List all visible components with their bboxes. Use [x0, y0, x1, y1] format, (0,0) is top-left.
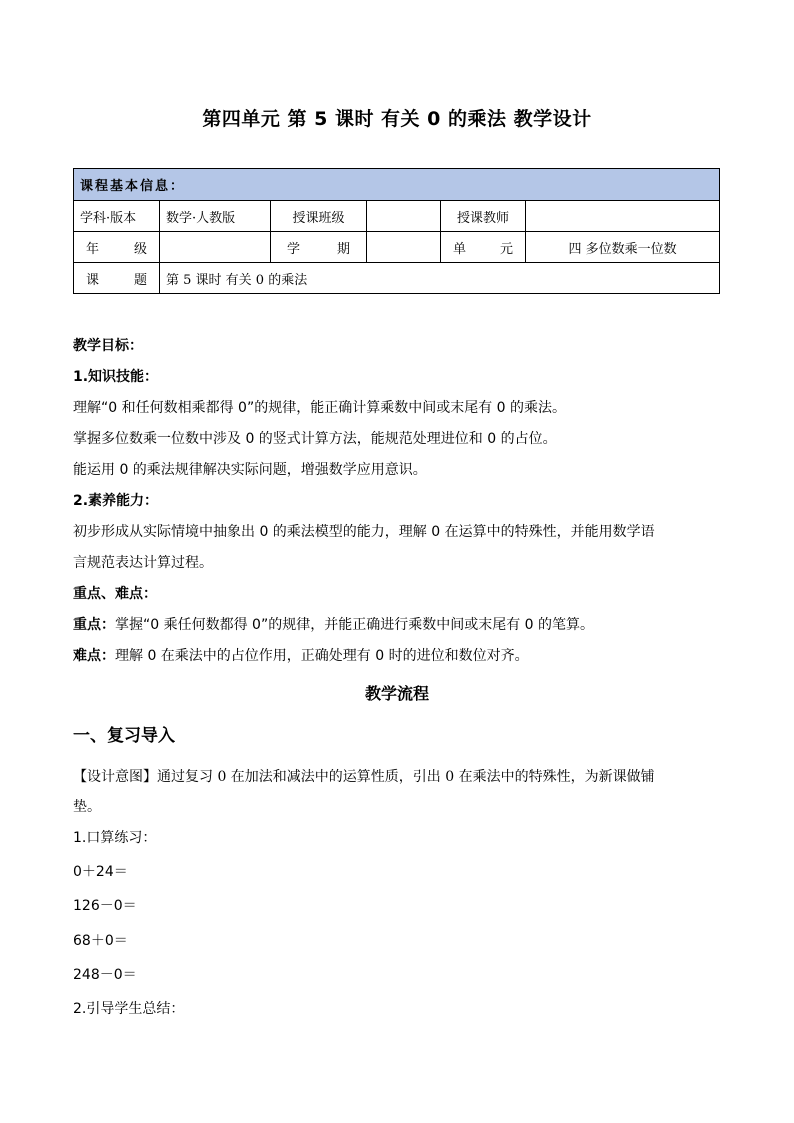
section-title: 一、复习导入 — [73, 726, 175, 746]
course-info-table — [73, 168, 720, 294]
teaching-flow-title: 教学流程 — [364, 684, 429, 703]
topic-value: 第 5 课时 有关 0 的乘法 — [160, 263, 720, 294]
class-label: 授课班级 — [271, 201, 367, 232]
objectives-heading: 教学目标： — [73, 338, 143, 354]
summary-heading: 2.引导学生总结： — [73, 1001, 185, 1018]
class-value — [367, 201, 441, 232]
literacy-text-line: 初步形成从实际情境中抽象出 0 的乘法模型的能力，理解 0 在运算中的特殊性，并能用数学语 — [73, 524, 655, 540]
unit-label: 单 元 — [441, 232, 526, 263]
term-value — [367, 232, 441, 263]
teacher-label: 授课教师 — [441, 201, 526, 232]
grade-label: 年 级 — [74, 232, 160, 263]
skills-heading: 1.知识技能： — [73, 369, 159, 385]
grade-value — [160, 232, 271, 263]
term-label: 学 期 — [271, 232, 367, 263]
skill-item: 理解“0 和任何数相乘都得 0”的规律，能正确计算乘数中间或末尾有 0 的乘法。 — [73, 400, 567, 416]
practice-heading: 1.口算练习： — [73, 830, 157, 846]
objectives-section — [73, 331, 723, 672]
table-header: 课程基本信息： — [74, 169, 720, 201]
difficulty-point: 难点：理解 0 在乘法中的占位作用，正确处理有 0 时的进位和数位对齐。 — [73, 648, 529, 664]
exercise-item: 0＋24＝ — [73, 864, 128, 881]
unit-value: 四 多位数乘一位数 — [526, 232, 720, 263]
teacher-value — [526, 201, 720, 232]
topic-label: 课 题 — [74, 263, 160, 294]
literacy-heading: 2.素养能力： — [73, 493, 159, 509]
skill-item: 能运用 0 的乘法规律解决实际问题，增强数学应用意识。 — [73, 462, 427, 478]
page-title: 第四单元 第 5 课时 有关 0 的乘法 教学设计 — [202, 108, 592, 130]
key-point: 重点：掌握“0 乘任何数都得 0”的规律，并能正确进行乘数中间或末尾有 0 的笔算。 — [73, 617, 595, 633]
subject-label: 学科·版本 — [74, 201, 160, 232]
key-difficulty-heading: 重点、难点： — [73, 586, 157, 602]
design-intent: 【设计意图】通过复习 0 在加法和减法中的运算性质，引出 0 在乘法中的特殊性，为新课做铺 垫。 — [73, 769, 655, 815]
exercise-item: 248－0＝ — [73, 966, 137, 983]
practice-section — [73, 821, 723, 1026]
exercise-item: 126－0＝ — [73, 898, 137, 915]
subject-value: 数学·人教版 — [160, 201, 271, 232]
skill-item: 掌握多位数乘一位数中涉及 0 的竖式计算方法，能规范处理进位和 0 的占位。 — [73, 431, 557, 447]
exercise-item: 68＋0＝ — [73, 932, 128, 949]
literacy-text-line: 言规范表达计算过程。 — [73, 555, 213, 571]
